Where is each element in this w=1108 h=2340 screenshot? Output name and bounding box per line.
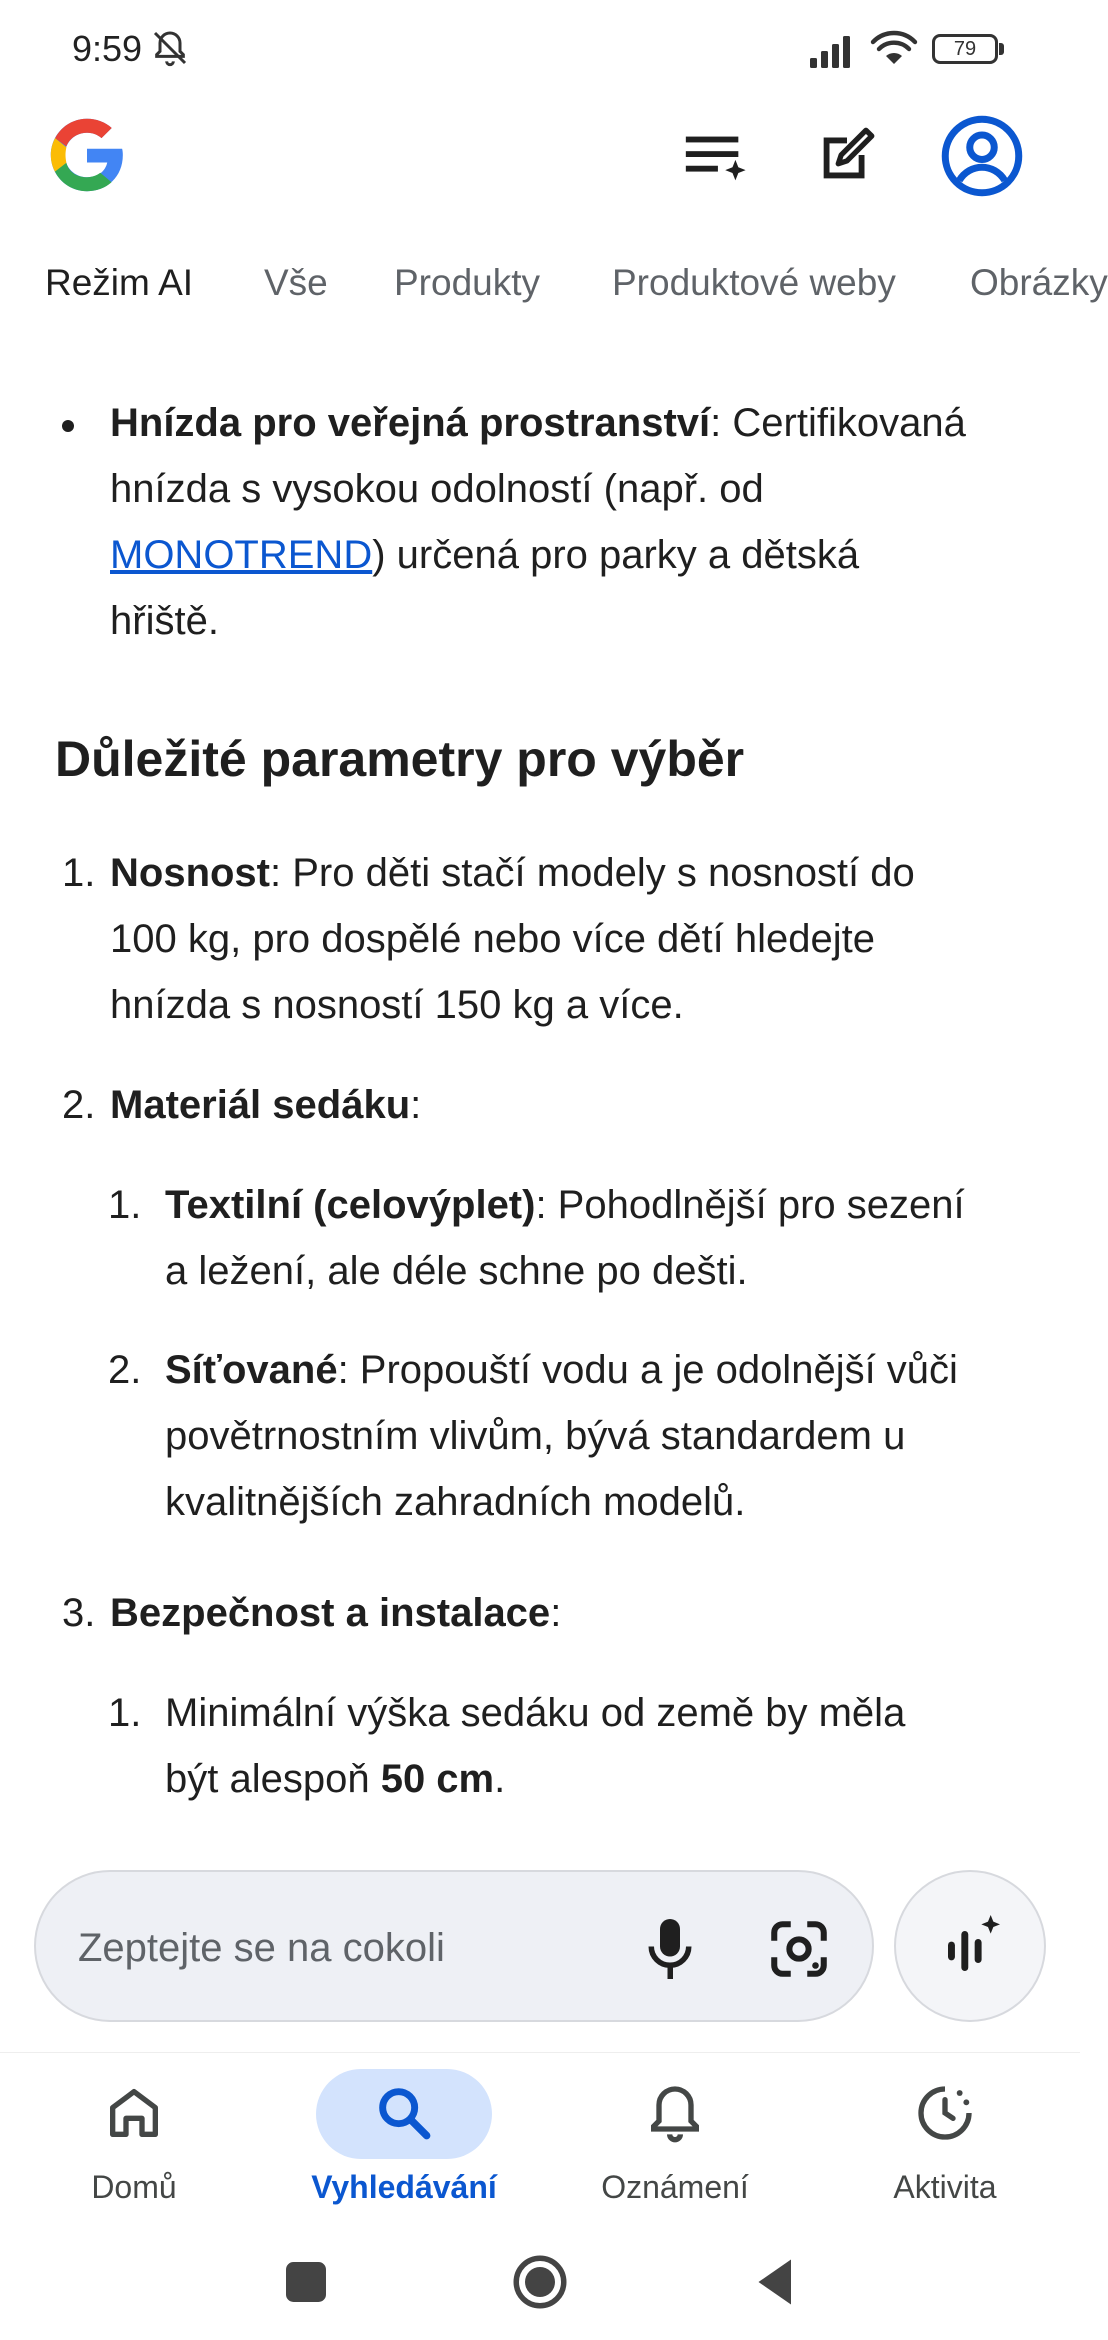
nav-label: Oznámení xyxy=(601,2169,749,2205)
notifications-muted-icon xyxy=(150,28,190,68)
bullet-text: : Certifikovaná xyxy=(710,401,966,445)
microphone-icon[interactable] xyxy=(640,1914,700,1984)
google-lens-icon[interactable] xyxy=(766,1916,832,1982)
list-item xyxy=(110,1072,1040,1138)
home-icon xyxy=(102,2081,166,2145)
list-item xyxy=(110,390,1030,654)
tab-obrazky[interactable]: Obrázky xyxy=(970,262,1108,303)
item-bold-text: Textilní (celovýplet) xyxy=(165,1183,536,1227)
item-text: : xyxy=(550,1591,562,1635)
tab-rezim-ai[interactable]: Režim AI xyxy=(45,262,194,303)
nav-label: Vyhledávání xyxy=(311,2169,497,2205)
item-text: : Propouští vodu a je odolnější vůči xyxy=(337,1348,958,1392)
item-bold-text: 50 cm xyxy=(380,1757,495,1801)
item-text: kvalitnějších zahradních modelů. xyxy=(165,1480,746,1524)
list-item xyxy=(110,840,1040,1038)
google-logo-icon[interactable] xyxy=(44,112,130,198)
item-text: Minimální výška sedáku od země by měla xyxy=(165,1691,906,1735)
battery-level: 79 xyxy=(932,34,998,64)
item-text: hnízda s nosností 150 kg a více. xyxy=(110,983,684,1027)
tab-vse[interactable]: Vše xyxy=(264,262,328,303)
bullet-text: hnízda s vysokou odolností (např. od xyxy=(110,467,764,511)
bottom-navigation xyxy=(0,2052,1080,2252)
battery-tip xyxy=(999,43,1004,55)
sub-list-number: 1. xyxy=(108,1691,142,1735)
bullet-text: ) určená pro parky a dětská xyxy=(372,533,860,577)
tab-produkty[interactable]: Produkty xyxy=(394,262,541,303)
status-time: 9:59 xyxy=(72,28,143,69)
list-item xyxy=(110,1580,1040,1646)
home-button-icon[interactable] xyxy=(510,2252,570,2312)
section-heading: Důležité parametry pro výběr xyxy=(55,731,745,787)
voice-waveform-sparkle-icon xyxy=(940,1912,1004,1982)
nav-notifications[interactable] xyxy=(575,2053,775,2233)
item-text: . xyxy=(494,1757,506,1801)
sub-list-item xyxy=(165,1337,1045,1535)
ask-input[interactable] xyxy=(78,1918,618,1978)
sub-list-number: 2. xyxy=(108,1348,142,1392)
item-text: povětrnostním vlivům, bývá standardem u xyxy=(165,1414,906,1458)
item-text: : Pohodlnější pro sezení xyxy=(535,1183,965,1227)
system-navigation xyxy=(0,2240,1080,2340)
recents-icon[interactable] xyxy=(276,2252,336,2312)
item-bold-text: Bezpečnost a instalace xyxy=(110,1591,551,1635)
ask-bar xyxy=(34,1870,874,2022)
tab-produktove-weby[interactable]: Produktové weby xyxy=(612,262,896,303)
back-icon[interactable] xyxy=(746,2252,806,2312)
list-number: 3. xyxy=(62,1591,96,1635)
item-bold-text: Síťované xyxy=(165,1348,338,1392)
sub-list-item xyxy=(165,1172,1045,1304)
item-text: 100 kg, pro dospělé nebo více dětí hledejte xyxy=(110,917,875,961)
labs-sparkle-list-icon[interactable] xyxy=(680,122,750,192)
status-bar xyxy=(0,0,1080,100)
nav-label: Domů xyxy=(91,2169,177,2205)
search-tabs xyxy=(0,262,1108,332)
nav-search[interactable] xyxy=(290,2053,518,2233)
activity-history-icon xyxy=(913,2081,977,2145)
nav-activity[interactable] xyxy=(845,2053,1045,2233)
app-header xyxy=(0,100,1080,220)
ai-live-button[interactable] xyxy=(894,1870,1046,2022)
item-text: být alespoň xyxy=(165,1757,381,1801)
signal-icon xyxy=(808,34,858,68)
nav-home[interactable] xyxy=(34,2053,234,2233)
battery-indicator xyxy=(932,34,1004,64)
nav-label: Aktivita xyxy=(893,2169,997,2205)
list-number: 2. xyxy=(62,1083,96,1127)
search-icon xyxy=(372,2081,436,2145)
list-number: 1. xyxy=(62,851,96,895)
bullet-bold-text: Hnízda pro veřejná prostranství xyxy=(110,401,711,445)
wifi-icon xyxy=(870,28,918,68)
item-text: : xyxy=(410,1083,422,1127)
item-bold-text: Materiál sedáku xyxy=(110,1083,411,1127)
item-text: : Pro děti stačí modely s nosností do xyxy=(270,851,915,895)
monotrend-link[interactable]: MONOTREND xyxy=(110,533,373,577)
sub-list-item xyxy=(165,1680,1045,1812)
bullet-text: hřiště. xyxy=(110,599,219,643)
bullet-dot xyxy=(62,420,74,432)
sub-list-number: 1. xyxy=(108,1183,142,1227)
compose-icon[interactable] xyxy=(812,120,882,190)
item-text: a ležení, ale déle schne po dešti. xyxy=(165,1249,748,1293)
bell-icon xyxy=(643,2081,707,2145)
item-bold-text: Nosnost xyxy=(110,851,270,895)
account-avatar-icon[interactable] xyxy=(940,114,1024,198)
